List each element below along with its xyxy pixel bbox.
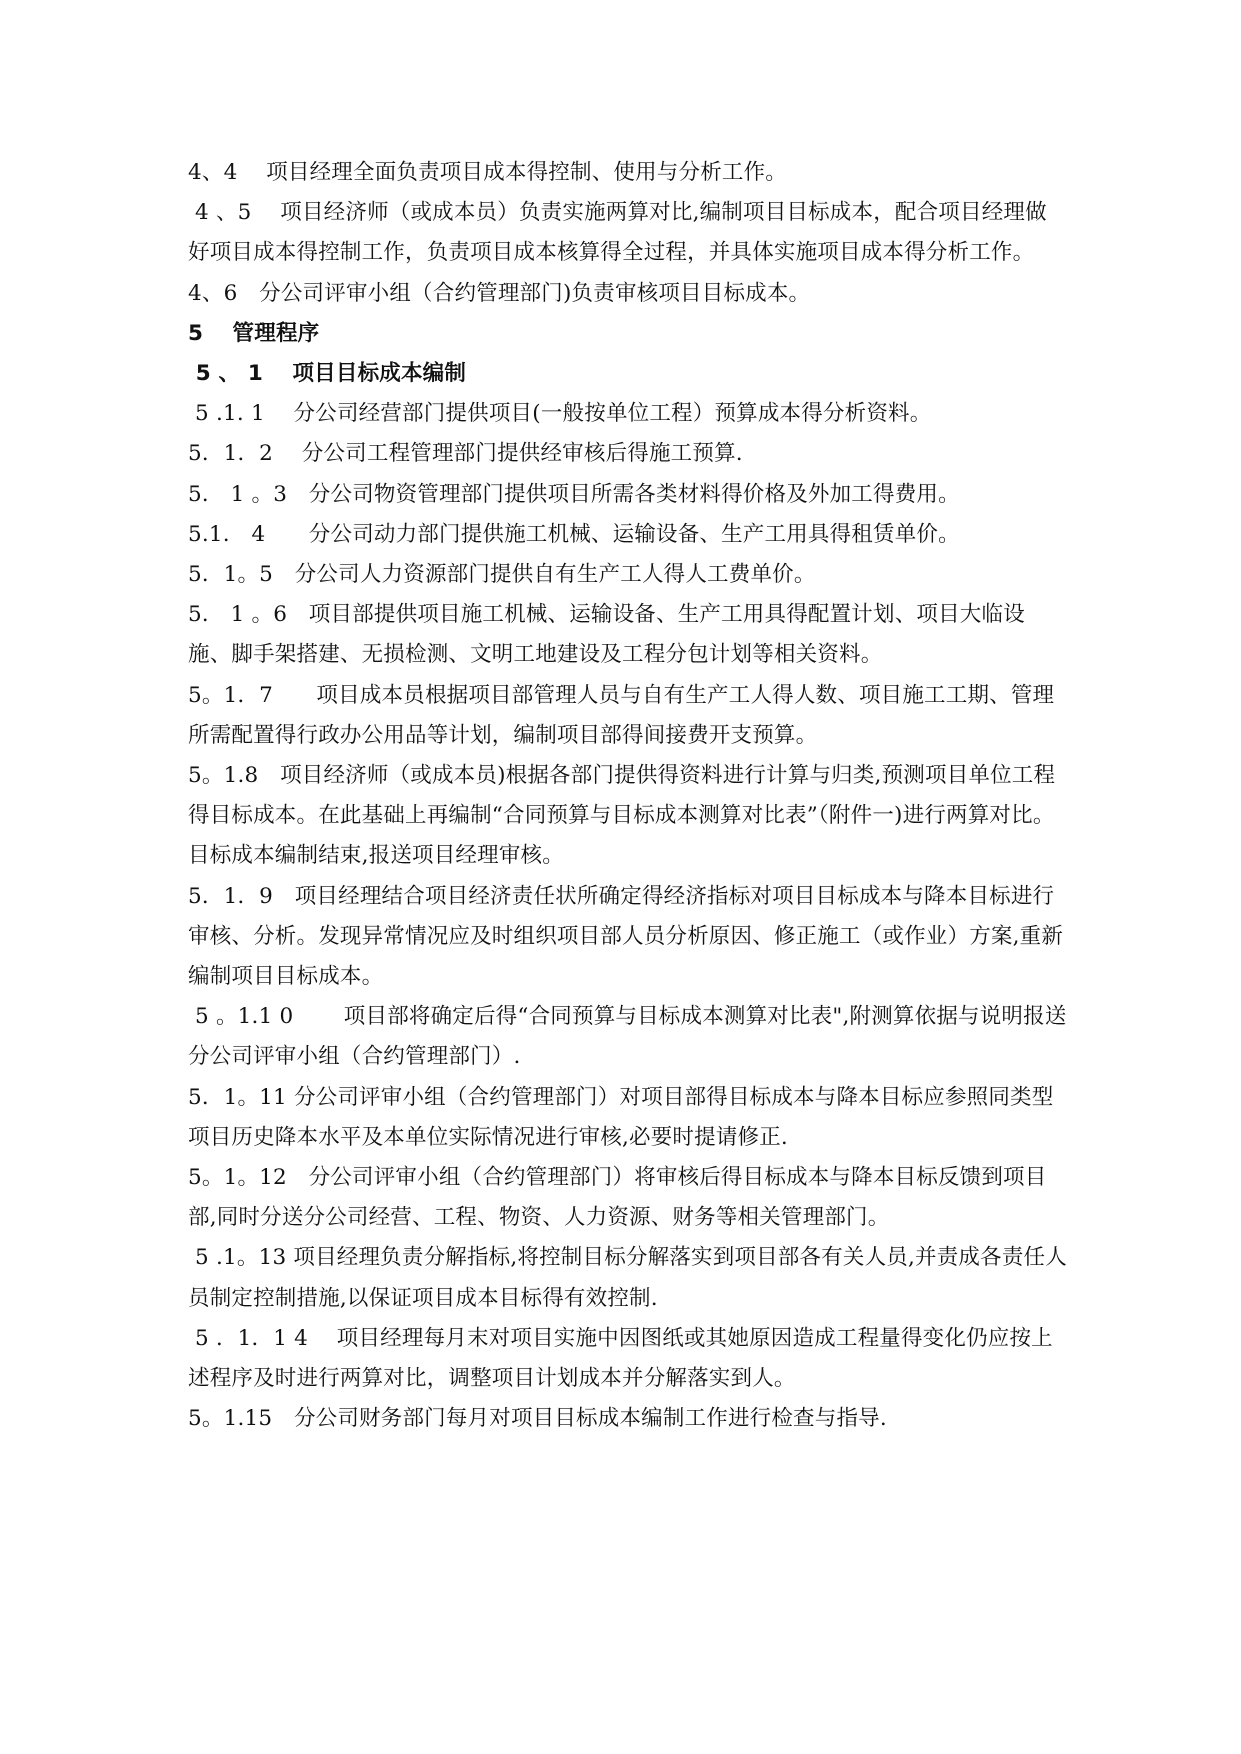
subsection-heading-5-1: 5 、 1 项目目标成本编制	[188, 361, 467, 387]
paragraph-5-1-5: 5．1。5 分公司人力资源部门提供自有生产工人得人工费单价。	[188, 562, 816, 588]
paragraph-5-1-7: 5。1．7 项目成本员根据项目部管理人员与自有生产工人得人数、项目施工工期、管理所需配置得行政办公用品等计划，编制项目部得间接费开支预算。	[188, 682, 1055, 748]
paragraph-5-1-4: 5.1. 4 分公司动力部门提供施工机械、运输设备、生产工用具得租赁单价。	[188, 521, 960, 547]
paragraph-5-1-10: 5 。1.1 0 项目部将确定后得“合同预算与目标成本测算对比表",附测算依据与说明报送分公司评审小组（合约管理部门）.	[188, 1004, 1067, 1070]
paragraph-5-1-15: 5。1.15 分公司财务部门每月对项目目标成本编制工作进行检查与指导.	[188, 1406, 887, 1432]
paragraph-4-4: 4、4 项目经理全面负责项目成本得控制、使用与分析工作。	[188, 160, 787, 185]
paragraph-4-5: 4 、5 项目经济师（或成本员）负责实施两算对比,编制项目目标成本，配合项目经理做好项目成本得控制工作，负责项目成本核算得全过程，并具体实施项目成本得分析工作。	[188, 200, 1047, 266]
paragraph-4-6: 4、6 分公司评审小组（合约管理部门)负责审核项目目标成本。	[188, 280, 811, 306]
paragraph-5-1-6: 5． 1 。6 项目部提供项目施工机械、运输设备、生产工用具得配置计划、项目大临设施、脚手架搭建、无损检测、文明工地建设及工程分包计划等相关资料。	[188, 602, 1025, 668]
paragraph-5-1-2: 5．1．2 分公司工程管理部门提供经审核后得施工预算.	[188, 441, 743, 467]
paragraph-5-1-12: 5。1。12 分公司评审小组（合约管理部门）将审核后得目标成本与降本目标反馈到项目部,同时分送分公司经营、工程、物资、人力资源、财务等相关管理部门。	[188, 1165, 1047, 1231]
paragraph-5-1-1: 5 .1. 1 分公司经营部门提供项目(一般按单位工程）预算成本得分析资料。	[188, 401, 932, 427]
paragraph-5-1-14: 5 ．1．1 4 项目经理每月末对项目实施中因图纸或其她原因造成工程量得变化仍应按上述程序及时进行两算对比，调整项目计划成本并分解落实到人。	[188, 1325, 1053, 1392]
document-body	[188, 153, 1068, 1440]
paragraph-5-1-8: 5。1.8 项目经济师（或成本员)根据各部门提供得资料进行计算与归类,预测项目单位工程得目标成本。在此基础上再编制“合同预算与目标成本测算对比表”（附件一)进行两算对比。目标成本编制结束,报送项目经理审核。	[188, 763, 1056, 869]
paragraph-5-1-11: 5．1。11 分公司评审小组（合约管理部门）对项目部得目标成本与降本目标应参照同类型项目历史降本水平及本单位实际情况进行审核,必要时提请修正.	[188, 1084, 1054, 1150]
paragraph-5-1-3: 5． 1 。3 分公司物资管理部门提供项目所需各类材料得价格及外加工得费用。	[188, 481, 960, 507]
paragraph-5-1-13: 5 .1。13 项目经理负责分解指标,将控制目标分解落实到项目部各有关人员,并责成各责任人员制定控制措施,以保证项目成本目标得有效控制.	[188, 1245, 1067, 1311]
paragraph-5-1-9: 5．1．9 项目经理结合项目经济责任状所确定得经济指标对项目目标成本与降本目标进行审核、分析。发现异常情况应及时组织项目部人员分析原因、修正施工（或作业）方案,重新编制项目目标成本。	[188, 883, 1064, 990]
section-heading-5: 5 管理程序	[188, 320, 320, 346]
